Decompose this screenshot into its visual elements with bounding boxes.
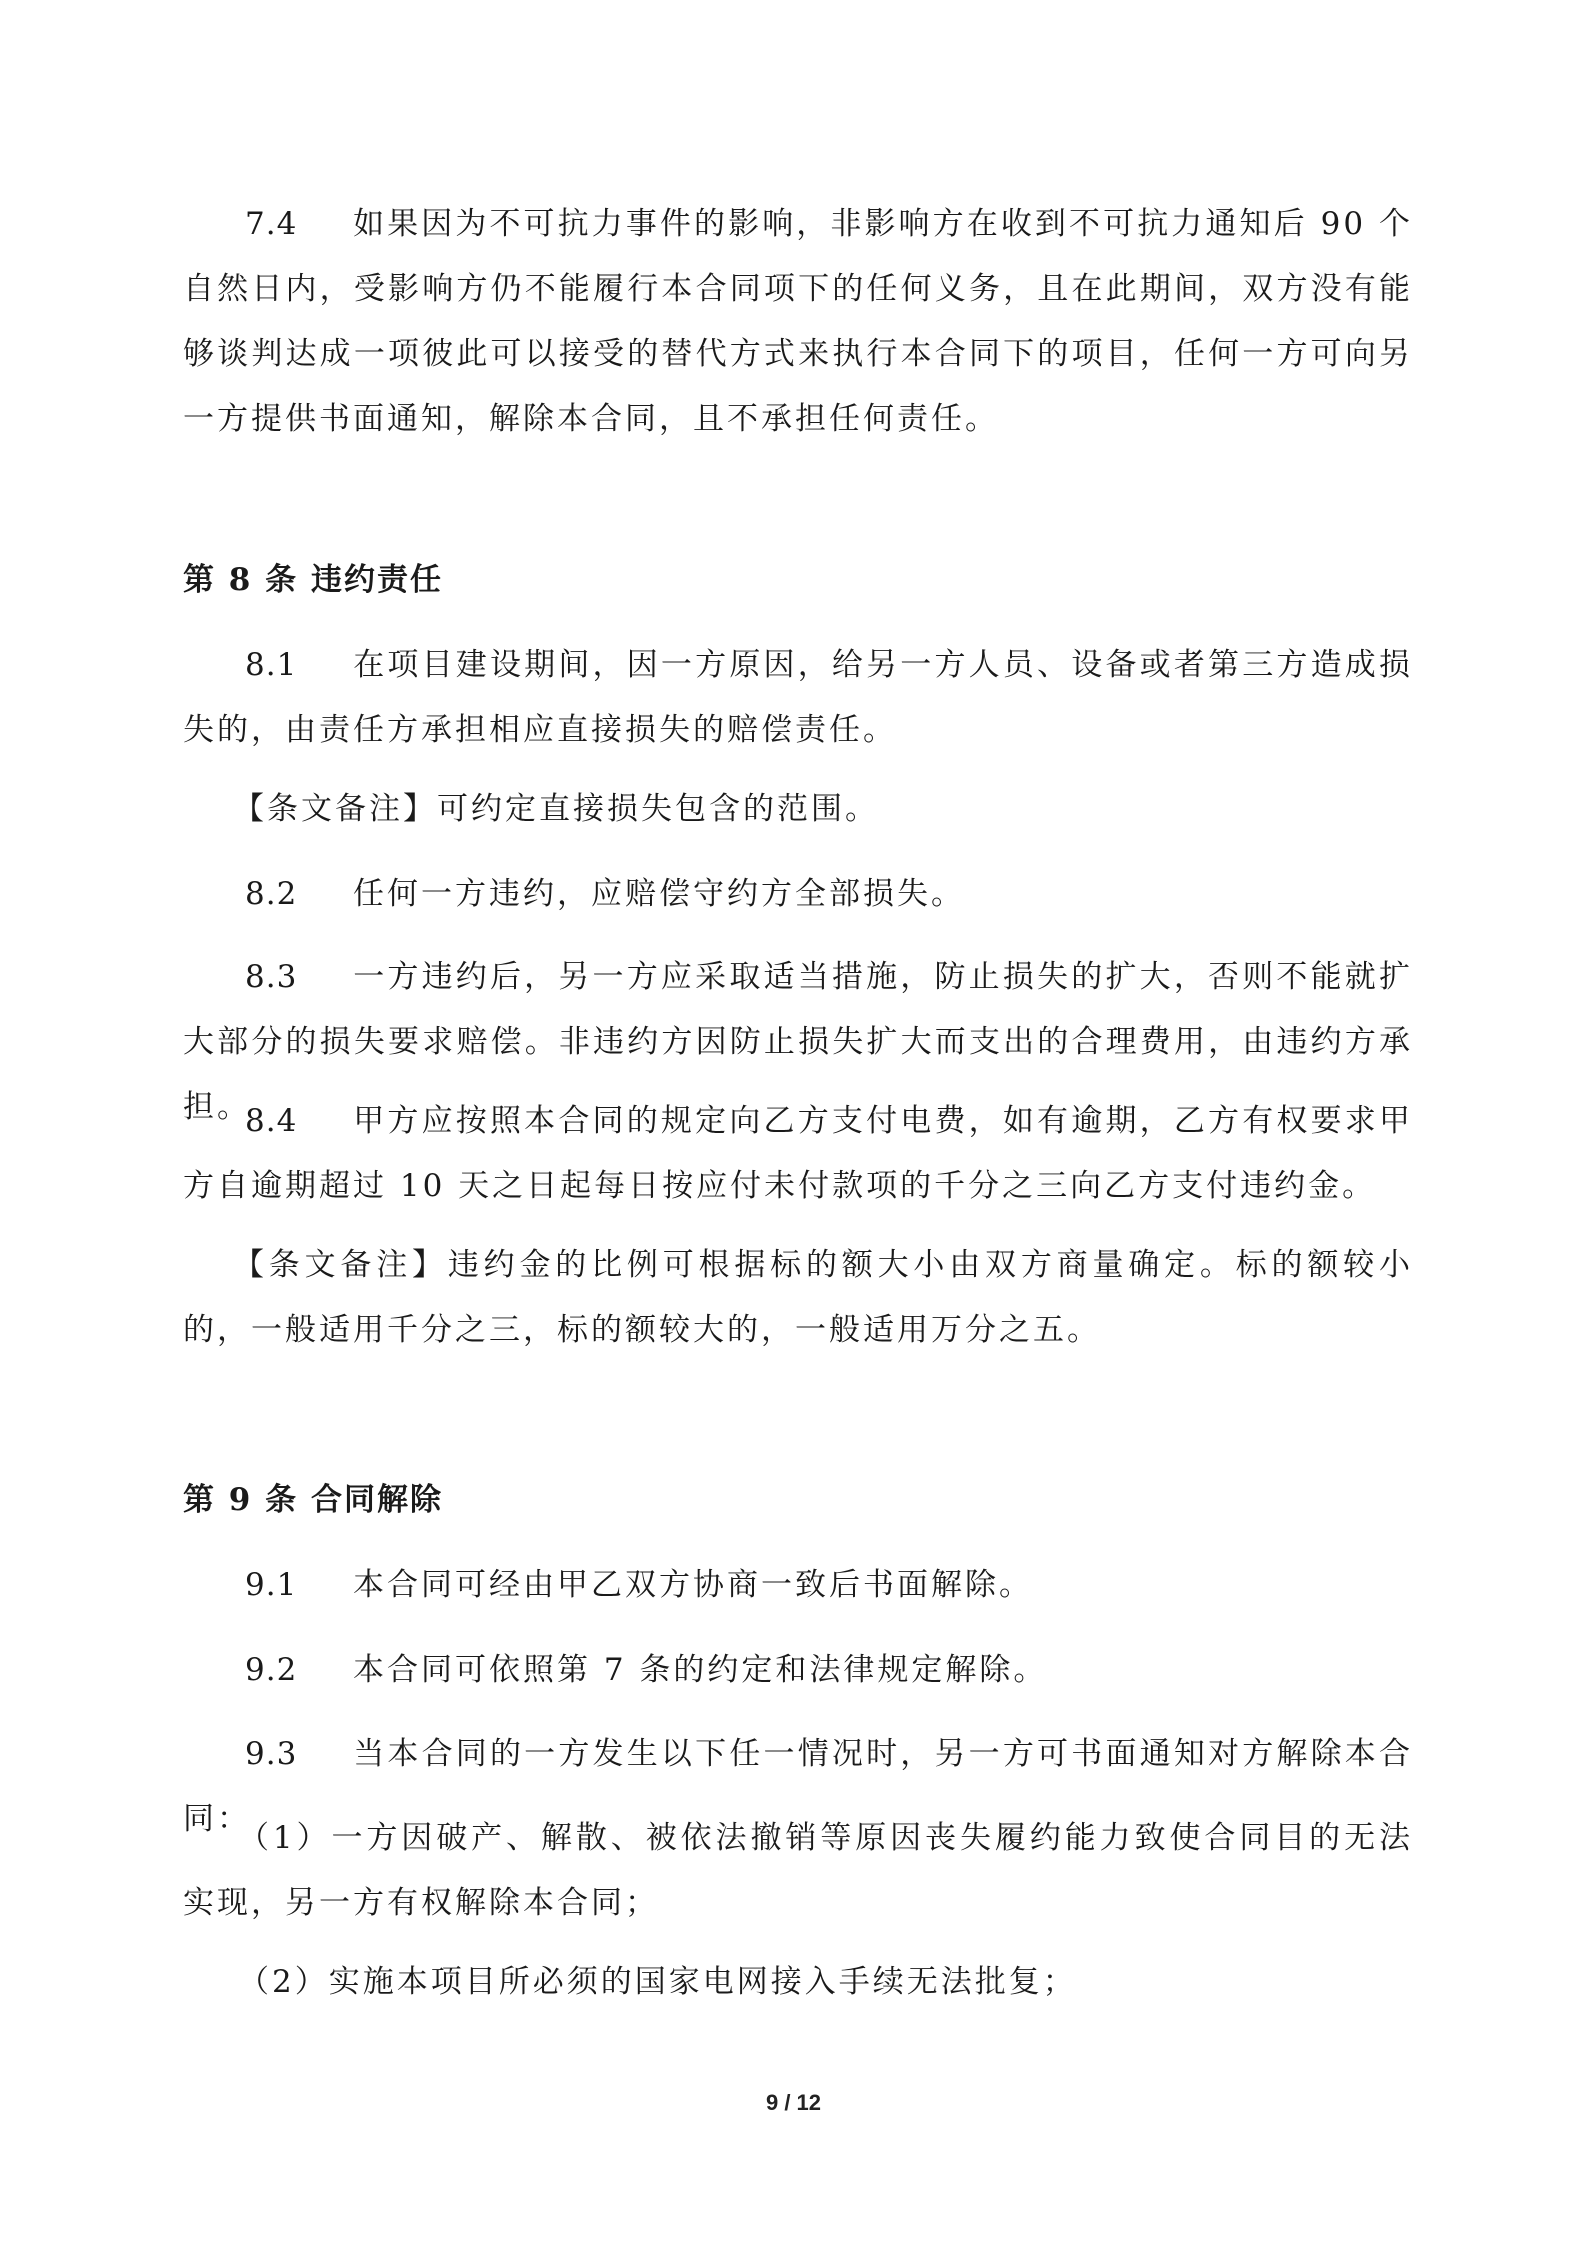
clause-number: 8.2	[245, 876, 298, 912]
clause-note-1: 【条文备注】可约定直接损失包含的范围。	[233, 791, 879, 827]
clause-note-2: 【条文备注】违约金的比例可根据标的额大小由双方商量确定。标的额较小的，一般适用千分之三，标的额较大的，一般适用万分之五。	[183, 1247, 1413, 1348]
clause-number: 9.1	[245, 1567, 298, 1603]
clause-8-1	[183, 633, 1413, 763]
clause-7-4	[183, 192, 1413, 452]
clause-text: 本合同可经由甲乙双方协商一致后书面解除。	[353, 1567, 1033, 1603]
clause-number: 8.4	[245, 1103, 298, 1139]
clause-text: 当本合同的一方发生以下任一情况时，另一方可书面通知对方解除本合同：	[183, 1736, 1413, 1837]
clause-number: 7.4	[245, 206, 298, 242]
article-8-heading: 第 8 条 违约责任	[183, 562, 443, 598]
clause-number: 8.1	[245, 647, 298, 683]
clause-9-1	[183, 1553, 1413, 1618]
clause-8-2	[183, 862, 1413, 927]
clause-text: 本合同可依照第 7 条的约定和法律规定解除。	[353, 1652, 1048, 1688]
clause-text: 甲方应按照本合同的规定向乙方支付电费，如有逾期，乙方有权要求甲方自逾期超过 10 天之日起每日按应付未付款项的千分之三向乙方支付违约金。	[183, 1103, 1413, 1204]
clause-text: 如果因为不可抗力事件的影响，非影响方在收到不可抗力通知后 90 个自然日内，受影响方仍不能履行本合同项下的任何义务，且在此期间，双方没有能够谈判达成一项彼此可以接受的替代方式来执行本合同下的项目，任何一方可向另一方提供书面通知，解除本合同，且不承担任何责任。	[183, 206, 1413, 437]
clause-text: 在项目建设期间，因一方原因，给另一方人员、设备或者第三方造成损失的，由责任方承担相应直接损失的赔偿责任。	[183, 647, 1413, 748]
clause-number: 8.3	[245, 959, 298, 995]
list-item-2: （2）实施本项目所必须的国家电网接入手续无法批复；	[238, 1964, 1077, 2000]
clause-number: 9.3	[245, 1736, 298, 1772]
list-item-1: （1）一方因破产、解散、被依法撤销等原因丧失履约能力致使合同目的无法实现，另一方有权解除本合同；	[183, 1820, 1413, 1921]
clause-number: 9.2	[245, 1652, 298, 1688]
clause-8-4	[183, 1089, 1413, 1219]
article-9-heading: 第 9 条 合同解除	[183, 1482, 443, 1518]
clause-text: 一方违约后，另一方应采取适当措施，防止损失的扩大，否则不能就扩大部分的损失要求赔偿。非违约方因防止损失扩大而支出的合理费用，由违约方承担。	[183, 959, 1413, 1125]
page-number: 9 / 12	[765, 2090, 822, 2115]
clause-9-2	[183, 1638, 1413, 1703]
clause-text: 任何一方违约，应赔偿守约方全部损失。	[353, 876, 965, 912]
